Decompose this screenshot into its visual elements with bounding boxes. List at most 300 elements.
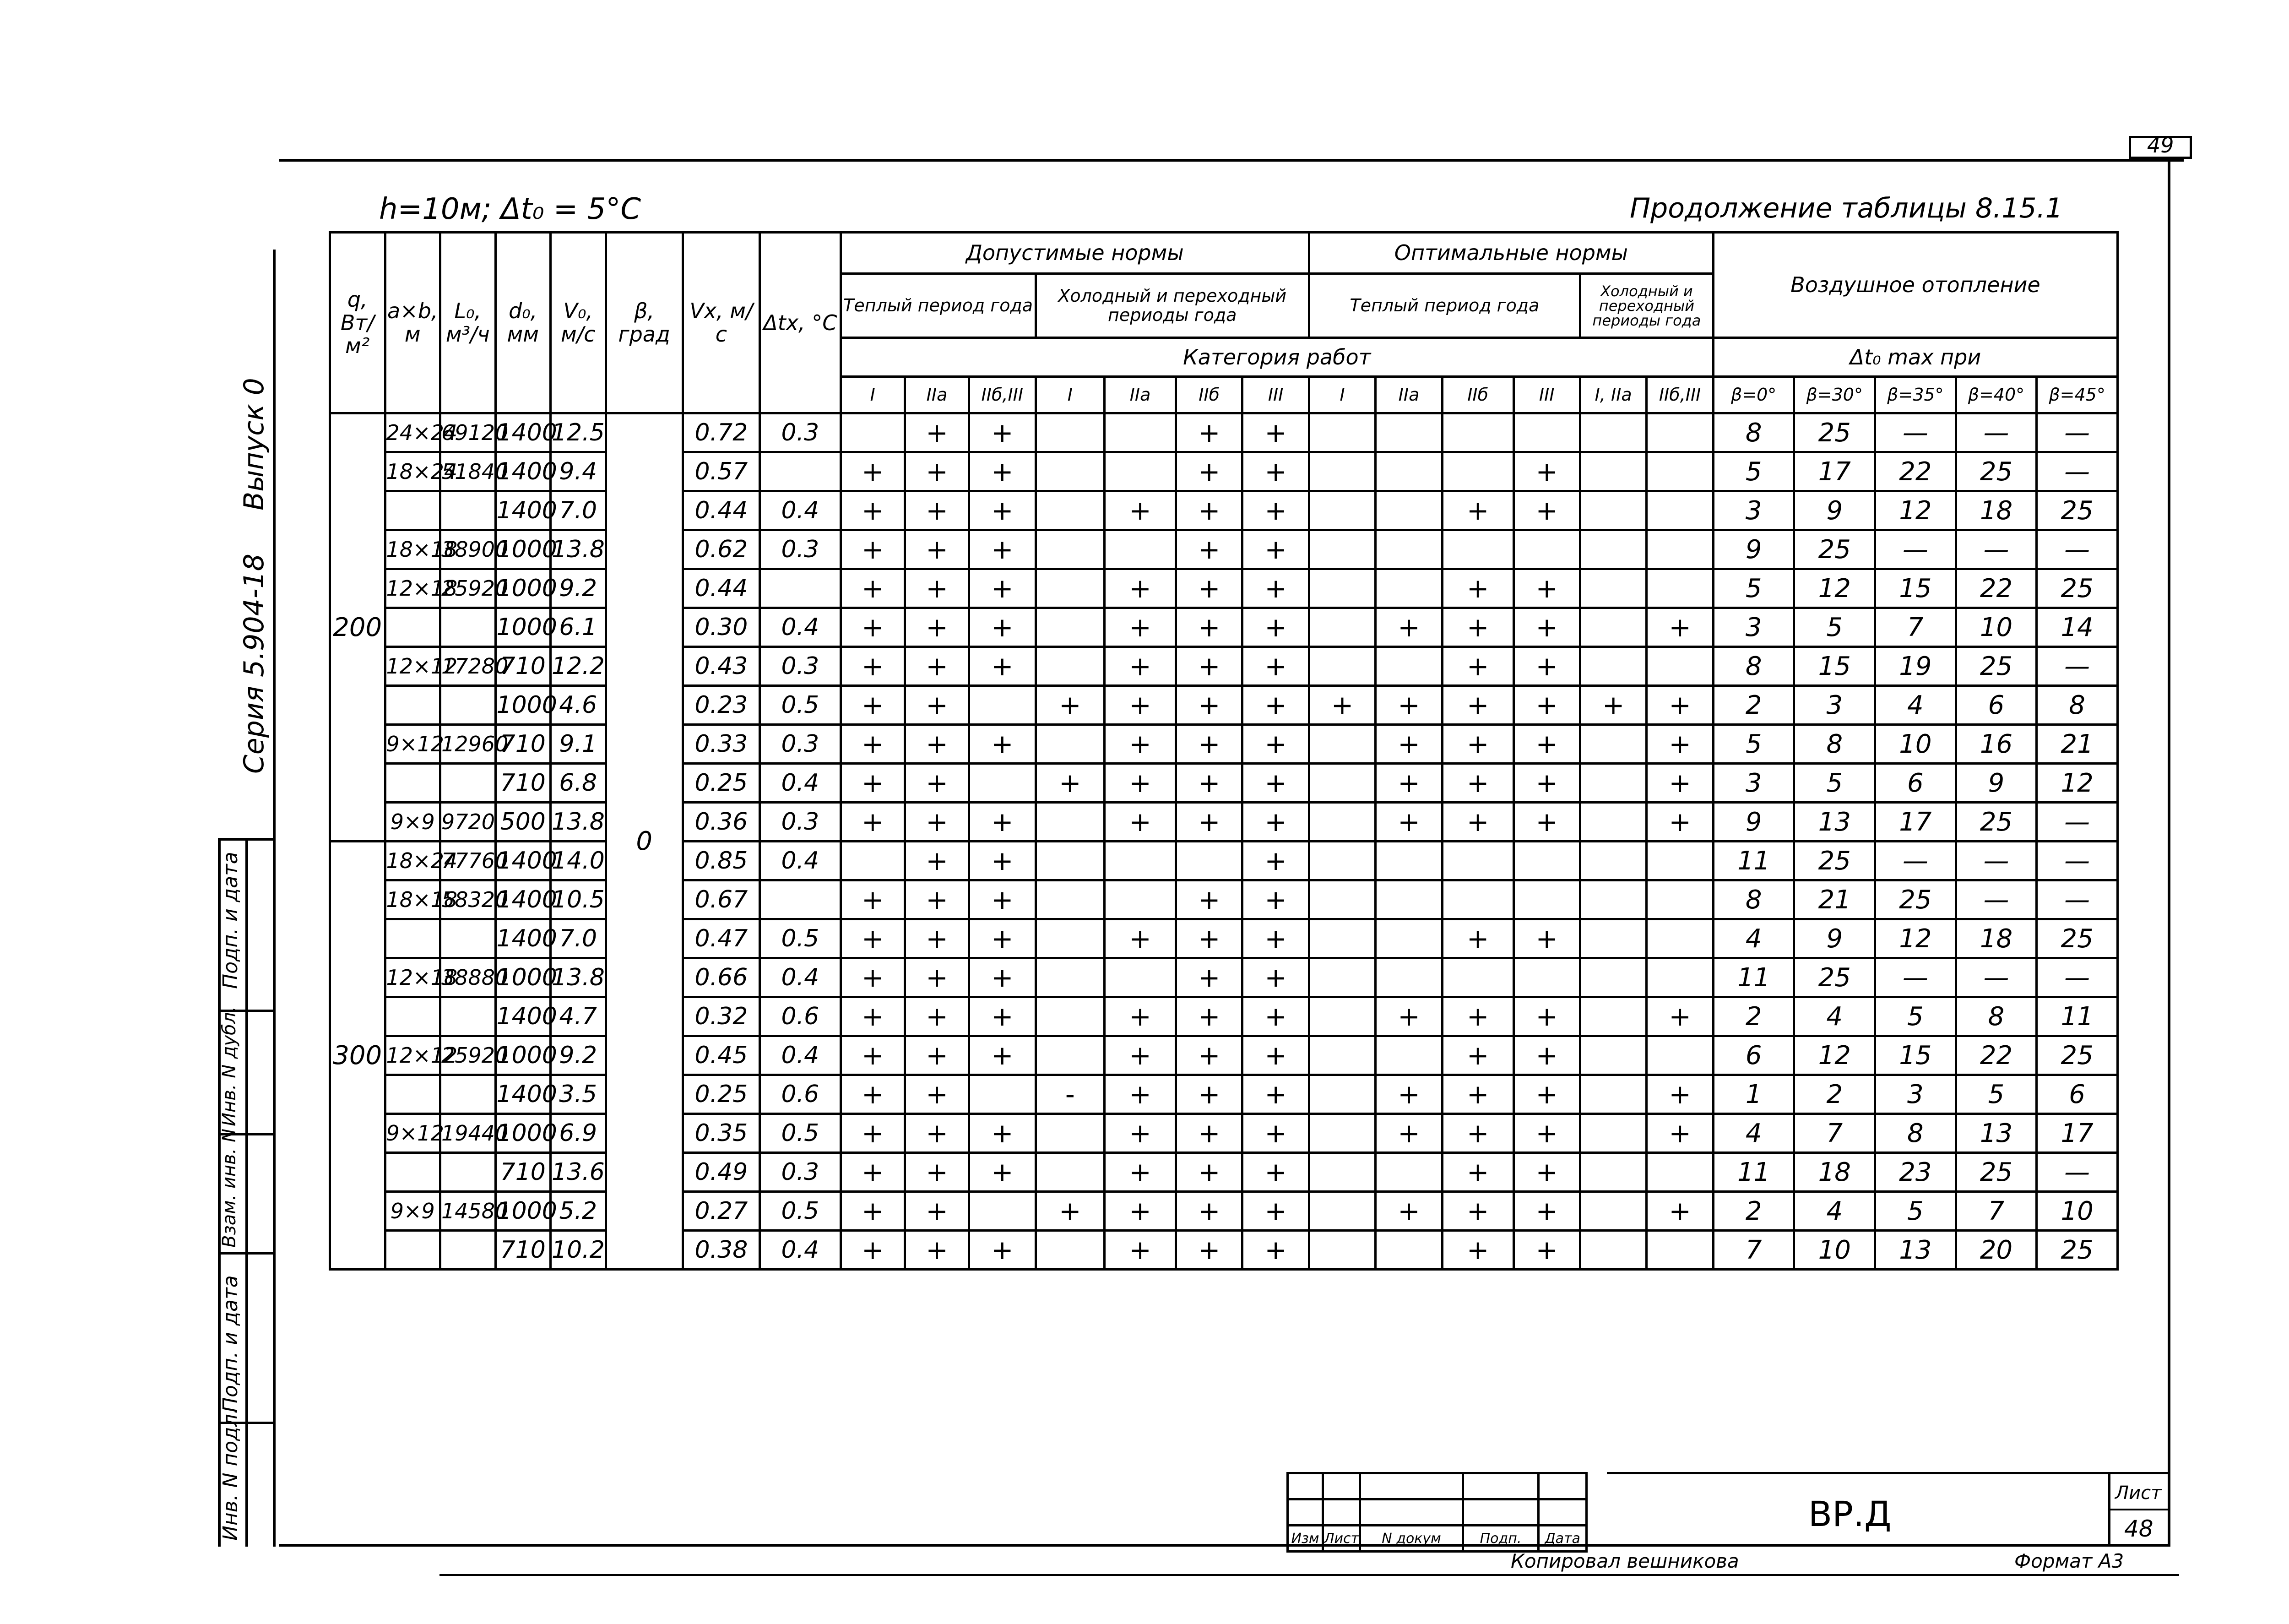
cell-mark [1376,1231,1442,1270]
cell-axb: 18×18 [385,880,440,919]
cell-d: 1000 [495,1036,551,1075]
cell-dt: 9 [1713,803,1794,842]
cell-mark [1376,1153,1442,1192]
cell-mark: + [841,764,905,803]
tb-label-izm: Изм [1288,1526,1323,1552]
category-label: I, IIа [1580,377,1646,413]
table-row [330,686,2118,725]
cell-mark [1309,413,1375,452]
category-label: III [1242,377,1309,413]
cell-mark [969,686,1036,725]
cell-dtx: 0.4 [760,958,841,997]
stamp-top-line [218,838,276,841]
cell-mark: + [905,452,969,491]
table-row [330,1114,2118,1153]
cell-mark: + [1580,686,1646,725]
table-row [330,842,2118,880]
cell-dt: — [2037,803,2118,842]
cell-q: 200 [330,413,385,842]
category-label: IIб,III [969,377,1036,413]
cell-mark: + [841,1231,905,1270]
col-vx: Vx, м/с [683,233,759,413]
cell-dt: 8 [1956,997,2037,1036]
title-code: ВР.Д [1808,1494,1892,1534]
cell-dt: 6 [2037,1075,2118,1114]
cell-mark [1647,1036,1714,1075]
cell-dt: 25 [2037,569,2118,608]
cell-d: 1400 [495,997,551,1036]
cell-dt: 4 [1875,686,1956,725]
cell-mark: + [969,1153,1036,1192]
cell-mark: + [1647,803,1714,842]
cell-mark [1580,958,1646,997]
cell-mark: + [905,803,969,842]
cell-dt: 13 [1794,803,1875,842]
cell-mark [1376,413,1442,452]
cell-mark: + [1442,647,1513,686]
cell-mark [1442,530,1513,569]
cell-mark: + [969,452,1036,491]
cell-dtx: 0.4 [760,764,841,803]
cell-dt: 4 [1713,1114,1794,1153]
cell-dt: — [1875,842,1956,880]
cell-mark: + [1513,1153,1580,1192]
cell-mark: + [1242,569,1309,608]
cell-mark: + [969,997,1036,1036]
cell-dt: — [2037,1153,2118,1192]
cell-dt: 5 [1794,764,1875,803]
stamp-field-4: Подп. и дата [219,1275,242,1412]
cell-d: 500 [495,803,551,842]
table-row [330,1231,2118,1270]
cell-mark: + [1442,997,1513,1036]
cell-mark [1376,1036,1442,1075]
cell-d: 1400 [495,452,551,491]
cell-mark [1580,764,1646,803]
beta-label: β=0° [1713,377,1794,413]
cell-mark [1036,725,1105,764]
cell-mark [1309,569,1375,608]
cell-mark: + [1513,491,1580,530]
cell-mark: + [1242,880,1309,919]
cell-mark [1309,997,1375,1036]
cell-dt: 4 [1794,997,1875,1036]
cell-mark [1309,491,1375,530]
stamp-field-5: Инв. N подл. [219,1407,242,1541]
cell-mark: + [1513,647,1580,686]
cell-mark [1036,958,1105,997]
cell-dtx: 0.4 [760,1036,841,1075]
tb-label-list: Лист [1323,1526,1360,1552]
cell-mark: + [1513,764,1580,803]
cell-dt: 13 [1956,1114,2037,1153]
cell-mark: + [905,725,969,764]
cell-mark [1309,764,1375,803]
cell-mark: + [1242,1192,1309,1231]
cell-dt: 3 [1713,491,1794,530]
cell-v: 13.8 [551,803,606,842]
cell-v: 6.9 [551,1114,606,1153]
tb-label-podp: Подп. [1463,1526,1539,1552]
category-label: IIа [1376,377,1442,413]
cell-mark: + [1176,491,1242,530]
cell-mark [1580,530,1646,569]
cell-vx: 0.49 [683,1153,759,1192]
cell-mark: + [841,530,905,569]
cell-v: 12.5 [551,413,606,452]
cell-mark: + [841,647,905,686]
cell-mark [1647,569,1714,608]
cell-mark: + [1242,608,1309,647]
cell-mark: + [1513,569,1580,608]
cell-mark: + [1647,725,1714,764]
cell-mark: + [1513,1192,1580,1231]
format-label: Формат А3 [2014,1550,2124,1572]
cell-mark [1580,842,1646,880]
cell-dt: 10 [2037,1192,2118,1231]
cell-dtx: 0.6 [760,1075,841,1114]
title-block-grid [1286,1472,1588,1553]
cell-mark [1309,958,1375,997]
cell-mark [1036,880,1105,919]
cell-dt: 17 [1875,803,1956,842]
cell-mark [1036,491,1105,530]
cell-dt: — [2037,452,2118,491]
cell-mark [1442,842,1513,880]
cell-mark: + [1105,1114,1176,1153]
cell-d: 1000 [495,1114,551,1153]
category-label: I [841,377,905,413]
cell-v: 9.1 [551,725,606,764]
table-row [330,491,2118,530]
cell-vx: 0.38 [683,1231,759,1270]
cell-dtx: 0.3 [760,725,841,764]
cell-mark: + [1105,569,1176,608]
cell-dt: 9 [1713,530,1794,569]
frame-bottom-line [279,1544,2170,1547]
cell-mark: + [1176,803,1242,842]
cell-mark: + [905,413,969,452]
category-label: IIа [905,377,969,413]
cell-v: 13.8 [551,958,606,997]
cell-d: 1400 [495,880,551,919]
cell-v: 4.6 [551,686,606,725]
cell-dt: 8 [1713,647,1794,686]
cell-axb: 9×12 [385,725,440,764]
cell-dt: 9 [1794,919,1875,958]
cell-dt: 23 [1875,1153,1956,1192]
cell-dt: — [1956,958,2037,997]
cell-dt: 22 [1956,1036,2037,1075]
cell-dt: 11 [1713,958,1794,997]
cell-dt: 25 [1794,958,1875,997]
cell-L: 14580 [440,1192,496,1231]
group-warm-opt: Теплый период года [1309,274,1580,338]
cell-d: 710 [495,1153,551,1192]
category-label: IIб,III [1647,377,1714,413]
title-sheet-label: Лист [2115,1483,2162,1504]
cell-dt: — [2037,647,2118,686]
col-d: d₀, мм [495,233,551,413]
cell-mark [1580,569,1646,608]
group-allowed: Допустимые нормы [841,233,1309,274]
cell-mark: - [1036,1075,1105,1114]
cell-mark: + [841,803,905,842]
cell-mark: + [1242,919,1309,958]
cell-L: 17280 [440,647,496,686]
cell-vx: 0.72 [683,413,759,452]
cell-mark [969,1075,1036,1114]
category-label: III [1513,377,1580,413]
cell-mark: + [1376,1114,1442,1153]
cell-vx: 0.33 [683,725,759,764]
col-L: L₀, м³/ч [440,233,496,413]
header-left: h=10м; Δt₀ = 5°C [379,192,641,226]
beta-label: β=30° [1794,377,1875,413]
cell-mark: + [1513,997,1580,1036]
cell-mark [969,764,1036,803]
cell-dt: — [1956,880,2037,919]
cell-L [440,764,496,803]
cell-mark [1580,491,1646,530]
cell-v: 7.0 [551,919,606,958]
cell-dt: 3 [1713,764,1794,803]
cell-mark [1309,1075,1375,1114]
cell-mark: + [841,1036,905,1075]
cell-mark: + [969,880,1036,919]
cell-mark: + [1442,1153,1513,1192]
cell-mark [1376,530,1442,569]
cell-mark: + [1105,803,1176,842]
cell-dt: 4 [1794,1192,1875,1231]
cell-mark: + [1242,413,1309,452]
cell-mark [841,413,905,452]
cell-mark: + [841,1153,905,1192]
col-v: V₀, м/с [551,233,606,413]
cell-d: 710 [495,764,551,803]
cell-mark: + [841,1075,905,1114]
cell-mark: + [1176,647,1242,686]
cell-mark: + [905,880,969,919]
cell-mark: + [841,997,905,1036]
cell-L [440,1075,496,1114]
beta-label: β=40° [1956,377,2037,413]
cell-mark: + [1513,1114,1580,1153]
cell-mark: + [1442,1114,1513,1153]
cell-dt: 25 [1794,413,1875,452]
cell-dt: 18 [1956,491,2037,530]
cell-mark: + [841,452,905,491]
cell-mark: + [1105,1192,1176,1231]
cell-mark [1309,1192,1375,1231]
cell-mark: + [1442,1075,1513,1114]
cell-axb: 18×24 [385,842,440,880]
cell-dt: 18 [1956,919,2037,958]
cell-L: 58320 [440,880,496,919]
cell-v: 10.2 [551,1231,606,1270]
cell-mark: + [905,1114,969,1153]
cell-dt: 25 [1794,530,1875,569]
cell-mark: + [1376,1075,1442,1114]
cell-dtx: 0.4 [760,1231,841,1270]
cell-mark: + [1105,1075,1176,1114]
issue-label: Выпуск 0 [238,378,270,511]
cell-mark [1036,530,1105,569]
cell-mark: + [1376,803,1442,842]
table-row [330,608,2118,647]
table-row [330,997,2118,1036]
cell-mark: + [1105,764,1176,803]
cell-dt: 12 [1794,1036,1875,1075]
cell-dt: 10 [1875,725,1956,764]
cell-mark: + [1647,1114,1714,1153]
cell-mark [1036,997,1105,1036]
table-row [330,880,2118,919]
cell-mark: + [1242,686,1309,725]
cell-mark [1647,491,1714,530]
group-cold-opt: Холодный и переходный периоды года [1580,274,1713,338]
cell-axb: 12×18 [385,958,440,997]
cell-mark: + [1242,1075,1309,1114]
group-warm: Теплый период года [841,274,1036,338]
cell-beta: 0 [606,413,683,1270]
cell-axb [385,919,440,958]
cell-mark: + [905,491,969,530]
cell-mark [1647,842,1714,880]
cell-dt: 25 [2037,1231,2118,1270]
cell-mark: + [1242,1114,1309,1153]
cell-dt: — [1875,413,1956,452]
cell-dt: 5 [1713,725,1794,764]
cell-vx: 0.23 [683,686,759,725]
cell-mark: + [1513,919,1580,958]
cell-d: 710 [495,1231,551,1270]
cell-mark: + [1036,686,1105,725]
cell-mark [1036,608,1105,647]
cell-L: 19440 [440,1114,496,1153]
cell-mark: + [841,958,905,997]
table-row [330,569,2118,608]
col-axb: a×b, м [385,233,440,413]
cell-mark: + [905,997,969,1036]
cell-mark [1647,530,1714,569]
cell-dt: 25 [1956,452,2037,491]
cell-mark: + [1242,1231,1309,1270]
cell-vx: 0.32 [683,997,759,1036]
cell-mark [1442,452,1513,491]
group-cold: Холодный и переходный периоды года [1036,274,1309,338]
cell-mark: + [1442,491,1513,530]
cell-mark [1376,842,1442,880]
cell-mark: + [969,1114,1036,1153]
cell-mark: + [1242,1036,1309,1075]
col-beta: β, град [606,233,683,413]
cell-mark: + [1176,725,1242,764]
cell-mark: + [905,1192,969,1231]
cell-mark: + [1376,1192,1442,1231]
cell-mark [1105,958,1176,997]
cell-dt: 16 [1956,725,2037,764]
cell-mark [1376,647,1442,686]
cell-dt: 25 [2037,491,2118,530]
cell-d: 1400 [495,413,551,452]
cell-mark [1513,958,1580,997]
cell-mark: + [1242,1153,1309,1192]
frame-right-line [2168,159,2170,1546]
cell-dt: 12 [1794,569,1875,608]
cell-mark [1036,1231,1105,1270]
cell-v: 6.8 [551,764,606,803]
cell-mark: + [969,413,1036,452]
cell-dt: — [2037,958,2118,997]
cell-mark: + [841,491,905,530]
table-row [330,919,2118,958]
cell-vx: 0.43 [683,647,759,686]
cell-dt: 8 [1794,725,1875,764]
cell-dt: 5 [1875,997,1956,1036]
cell-d: 710 [495,647,551,686]
category-label: I [1309,377,1375,413]
cell-mark: + [905,1231,969,1270]
cell-vx: 0.62 [683,530,759,569]
cell-v: 6.1 [551,608,606,647]
cell-L: 77760 [440,842,496,880]
category-label: IIб [1176,377,1242,413]
cell-dt: 4 [1713,919,1794,958]
cell-mark [1513,530,1580,569]
cell-mark: + [1105,1153,1176,1192]
cell-mark: + [1376,608,1442,647]
cell-dt: 12 [2037,764,2118,803]
cell-dt: 25 [1956,1153,2037,1192]
cell-L: 25920 [440,569,496,608]
cell-vx: 0.85 [683,842,759,880]
cell-mark: + [905,647,969,686]
cell-mark: + [1036,1192,1105,1231]
cell-mark [1580,1075,1646,1114]
cell-L [440,1153,496,1192]
cell-dt: 7 [1875,608,1956,647]
cell-mark [1647,958,1714,997]
beta-label: β=45° [2037,377,2118,413]
cell-L: 51840 [440,452,496,491]
cell-mark: + [1442,1192,1513,1231]
cell-dt: 11 [1713,1153,1794,1192]
cell-axb: 12×12 [385,1036,440,1075]
group-dt-max: Δt₀ max при [1713,338,2117,377]
cell-mark [1580,1231,1646,1270]
cell-mark [1580,803,1646,842]
cell-mark [1442,413,1513,452]
cell-mark [1105,880,1176,919]
cell-mark [1580,725,1646,764]
cell-dt: 25 [1794,842,1875,880]
cell-dt: — [2037,842,2118,880]
cell-vx: 0.67 [683,880,759,919]
group-category: Категория работ [841,338,1713,377]
cell-dt: 8 [1713,880,1794,919]
cell-mark [1376,919,1442,958]
cell-dt: 19 [1875,647,1956,686]
cell-dt: 21 [2037,725,2118,764]
cell-mark: + [969,569,1036,608]
header-right: Продолжение таблицы 8.15.1 [1630,192,2063,224]
cell-dtx: 0.3 [760,1153,841,1192]
cell-mark [1580,1036,1646,1075]
stamp-field-3: Взам. инв. N [219,1129,240,1248]
cell-mark: + [1513,803,1580,842]
cell-mark: + [905,569,969,608]
